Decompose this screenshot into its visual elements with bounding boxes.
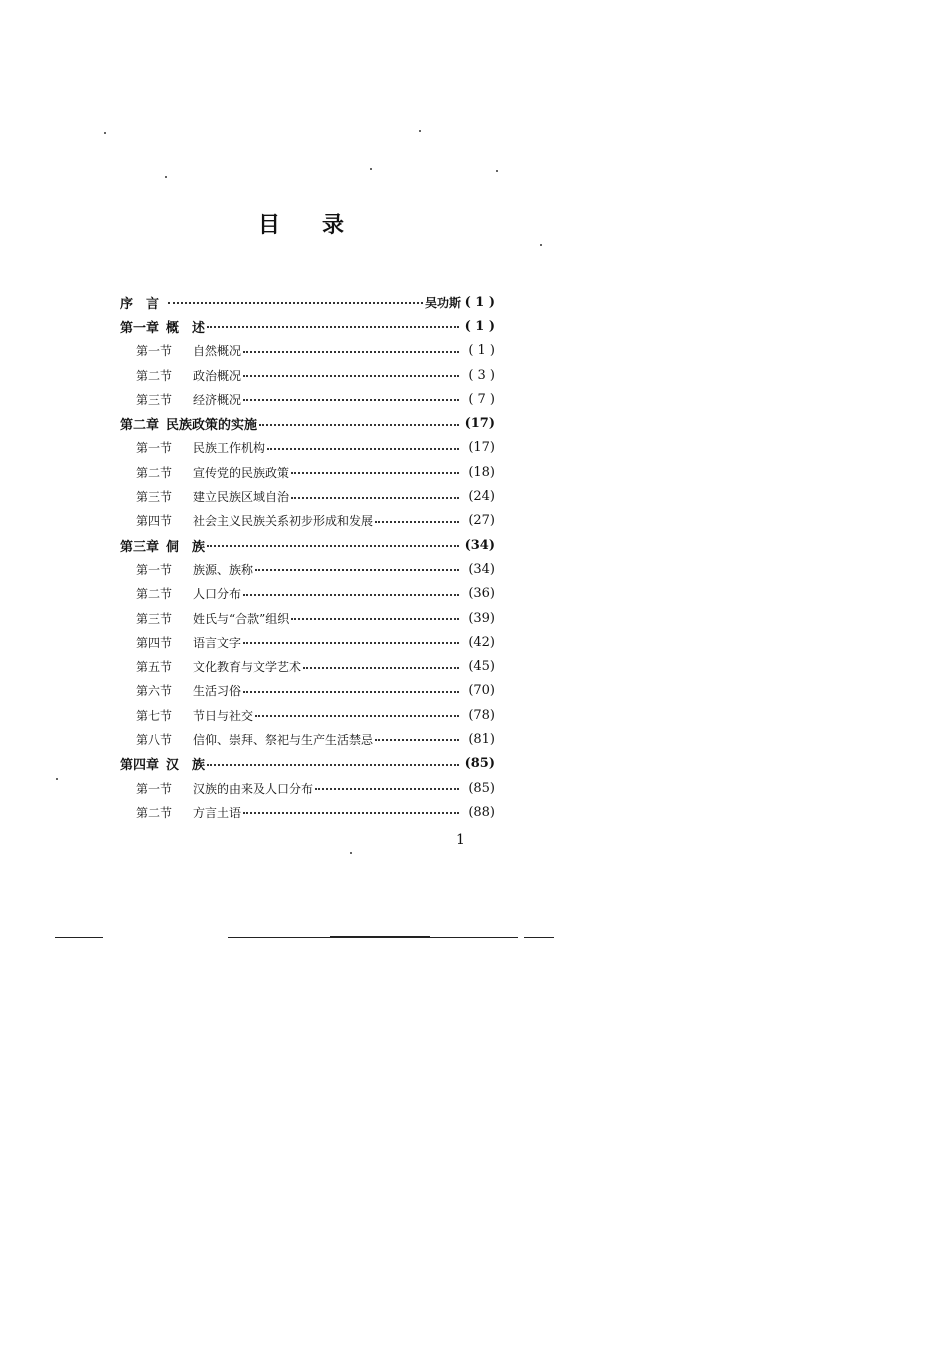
title-char-1: 目 <box>258 212 281 238</box>
toc-entry-number: 第五节 <box>136 660 173 675</box>
scan-speck <box>496 170 498 172</box>
toc-entry-page: (24) <box>468 489 495 505</box>
dot-leader <box>243 691 459 693</box>
toc-entry-page: (39) <box>468 610 495 626</box>
page-number: 1 <box>456 832 465 848</box>
toc-entry-page: ( 3 ) <box>468 367 495 383</box>
toc-entry-title: 建立民族区域自治 <box>193 490 290 505</box>
scan-speck <box>370 168 372 170</box>
toc-entry-number: 第二节 <box>136 805 173 820</box>
toc-section-row <box>120 727 495 751</box>
toc-entry-title: 文化教育与文学艺术 <box>193 660 302 675</box>
toc-section-row <box>120 630 495 654</box>
toc-entry-title: 语言文字 <box>193 635 242 650</box>
dot-leader <box>243 351 459 353</box>
dot-leader <box>243 642 459 644</box>
scan-speck <box>419 130 421 132</box>
toc-entry-number: 第一节 <box>136 344 173 359</box>
toc-entry-page: ( 7 ) <box>468 391 495 407</box>
toc-entry-number: 第二节 <box>136 587 173 602</box>
toc-entry-page: (27) <box>468 513 495 529</box>
scan-rule <box>330 936 430 938</box>
toc-entry-title: 民族工作机构 <box>193 441 266 456</box>
toc-entry-page: (34) <box>468 561 495 577</box>
toc-entry-number: 第一章 <box>120 320 160 336</box>
toc-entry-number: 第六节 <box>136 684 173 699</box>
toc-entry-number: 第二章 <box>120 418 160 434</box>
dot-leader <box>207 545 459 547</box>
dot-leader <box>168 302 423 304</box>
toc-entry-title: 宣传党的民族政策 <box>193 465 290 480</box>
toc-entry-title: 人口分布 <box>193 587 242 602</box>
toc-entry-title: 经济概况 <box>193 392 242 407</box>
toc-entry-page: (36) <box>468 586 495 602</box>
toc-entry-number: 第一节 <box>136 781 173 796</box>
toc-section-row <box>120 387 495 411</box>
dot-leader <box>243 375 459 377</box>
dot-leader <box>375 521 459 523</box>
toc-section-row <box>120 436 495 460</box>
toc-entry-page: (42) <box>468 634 495 650</box>
toc-chapter-row <box>120 290 495 314</box>
toc-entry-number: 第二节 <box>136 368 173 383</box>
toc-entry-number: 第三节 <box>136 392 173 407</box>
scan-speck <box>165 176 167 178</box>
toc-section-row <box>120 654 495 678</box>
dot-leader <box>255 715 459 717</box>
dot-leader <box>291 497 459 499</box>
scan-speck <box>350 852 352 854</box>
toc-entry-number: 序 言 <box>120 296 160 312</box>
toc-entry-title: 民族政策的实施 <box>166 418 258 434</box>
dot-leader <box>267 448 459 450</box>
toc-entry-title: 自然概况 <box>193 344 242 359</box>
toc-section-row <box>120 460 495 484</box>
toc-entry-title: 汉族的由来及人口分布 <box>193 781 314 796</box>
toc-chapter-row <box>120 752 495 776</box>
toc-section-row <box>120 582 495 606</box>
toc-entry-title: 社会主义民族关系初步形成和发展 <box>193 514 374 529</box>
toc-chapter-row <box>120 533 495 557</box>
toc-entry-title: 族源、族称 <box>193 562 254 577</box>
toc-entry-page: ( 1 ) <box>464 294 495 310</box>
toc-entry-number: 第三章 <box>120 539 160 555</box>
toc-section-row <box>120 557 495 581</box>
toc-entry-title: 概 述 <box>166 320 206 336</box>
scan-speck <box>540 244 542 246</box>
toc-entry-title: 节日与社交 <box>193 708 254 723</box>
toc-entry-page: ( 1 ) <box>464 318 495 334</box>
toc-section-row <box>120 339 495 363</box>
page-title <box>258 208 348 239</box>
toc-entry-number: 第三节 <box>136 611 173 626</box>
toc-entry-number: 第二节 <box>136 465 173 480</box>
dot-leader <box>243 812 459 814</box>
toc-section-row <box>120 606 495 630</box>
toc-entry-number: 第七节 <box>136 708 173 723</box>
toc-section-row <box>120 484 495 508</box>
toc-entry-title: 方言土语 <box>193 805 242 820</box>
toc-chapter-row <box>120 314 495 338</box>
toc-entry-number: 第八节 <box>136 732 173 747</box>
toc-section-row <box>120 679 495 703</box>
toc-entry-page: (85) <box>464 756 495 772</box>
toc-entry-title: 信仰、崇拜、祭祀与生产生活禁忌 <box>193 732 374 747</box>
toc-section-row <box>120 703 495 727</box>
dot-leader <box>259 424 459 426</box>
toc-entry-author: 吴功斯 <box>424 295 461 310</box>
dot-leader <box>207 326 459 328</box>
scan-speck <box>104 132 106 134</box>
scan-rule <box>55 937 103 938</box>
toc-entry-number: 第四节 <box>136 635 173 650</box>
toc-entry-number: 第四节 <box>136 514 173 529</box>
toc-entry-number: 第三节 <box>136 490 173 505</box>
dot-leader <box>303 667 459 669</box>
toc-section-row <box>120 509 495 533</box>
toc-entry-page: ( 1 ) <box>468 343 495 359</box>
table-of-contents <box>120 290 495 825</box>
toc-entry-number: 第四章 <box>120 758 160 774</box>
toc-entry-title: 政治概况 <box>193 368 242 383</box>
toc-entry-page: (85) <box>468 780 495 796</box>
dot-leader <box>291 618 459 620</box>
dot-leader <box>291 472 459 474</box>
toc-chapter-row <box>120 411 495 435</box>
toc-entry-title: 姓氏与“合款”组织 <box>193 611 290 626</box>
toc-entry-page: (17) <box>464 416 495 432</box>
toc-entry-page: (45) <box>468 659 495 675</box>
toc-entry-title: 侗 族 <box>166 539 206 555</box>
toc-entry-page: (81) <box>468 731 495 747</box>
title-char-2: 录 <box>322 212 345 238</box>
toc-entry-title: 汉 族 <box>166 758 206 774</box>
toc-entry-page: (78) <box>468 707 495 723</box>
dot-leader <box>243 399 459 401</box>
toc-section-row <box>120 800 495 824</box>
dot-leader <box>375 739 459 741</box>
scan-rule <box>524 937 554 938</box>
dot-leader <box>255 569 459 571</box>
toc-entry-page: (34) <box>464 537 495 553</box>
toc-entry-number: 第一节 <box>136 441 173 456</box>
toc-entry-page: (88) <box>468 804 495 820</box>
toc-entry-page: (70) <box>468 683 495 699</box>
toc-entry-page: (17) <box>468 440 495 456</box>
toc-section-row <box>120 363 495 387</box>
toc-entry-title: 生活习俗 <box>193 684 242 699</box>
toc-entry-page: (18) <box>468 464 495 480</box>
toc-section-row <box>120 776 495 800</box>
dot-leader <box>243 594 459 596</box>
scan-speck <box>56 778 58 780</box>
dot-leader <box>315 788 459 790</box>
toc-entry-number: 第一节 <box>136 562 173 577</box>
dot-leader <box>207 764 459 766</box>
